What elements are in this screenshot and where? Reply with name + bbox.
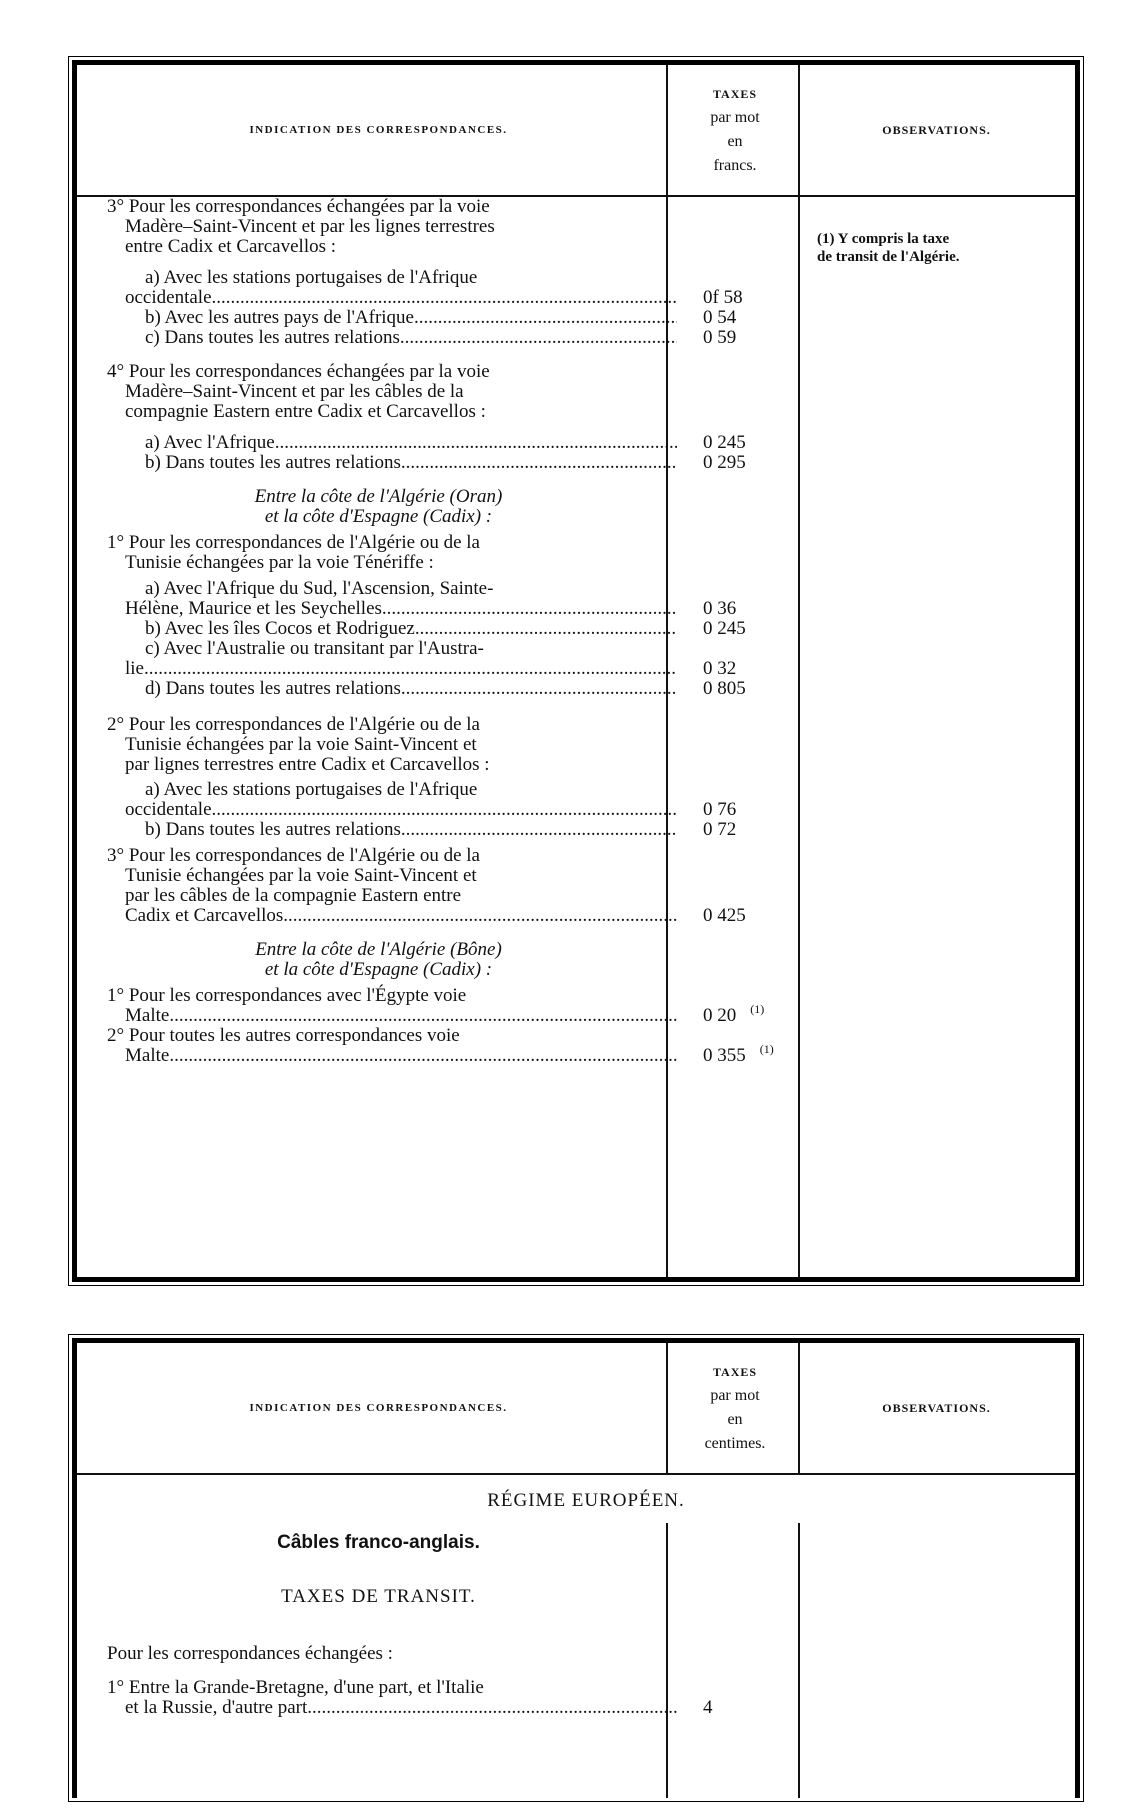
- table-row: [77, 904, 1077, 928]
- table-row: [77, 1642, 1077, 1666]
- row-text: a) Avec l'Afrique du Sud, l'Ascension, Sainte-: [145, 578, 494, 599]
- header-observations: OBSERVATIONS.: [882, 1400, 991, 1415]
- header-taxes-line1: TAXES: [712, 87, 758, 101]
- footnote-marker: (1): [759, 1042, 774, 1056]
- dot-leader: [401, 451, 677, 475]
- table-row: [77, 235, 1077, 259]
- row-text: et la côte d'Espagne (Cadix) :: [264, 506, 493, 527]
- regime-row: [77, 1489, 1077, 1513]
- tax-amount: 0 59: [703, 327, 737, 348]
- header-taxes: [674, 1343, 796, 1473]
- header-taxes-line4: centimes.: [704, 1435, 766, 1452]
- tax-amount: 0 355: [703, 1045, 746, 1066]
- row-text: [125, 904, 677, 928]
- footnote-marker: (1): [750, 1002, 765, 1016]
- table-row: [77, 1696, 1077, 1720]
- tax-amount: 0 36: [703, 598, 737, 619]
- dot-leader: [401, 677, 677, 701]
- dot-leader: [400, 326, 677, 350]
- row-label: Malte: [125, 1045, 170, 1066]
- tax-amount: 0 76: [703, 799, 737, 820]
- table-row: [77, 1044, 1077, 1068]
- table-header: [77, 65, 1075, 197]
- row-text: [145, 451, 677, 475]
- tax-amount: 0 32: [703, 658, 737, 679]
- dot-leader: [401, 818, 677, 842]
- row-text: [125, 1044, 677, 1068]
- tax-amount: 0 425: [703, 905, 746, 926]
- dot-leader: [169, 1044, 677, 1068]
- row-text: 3° Pour les correspondances échangées par la voie: [107, 196, 490, 217]
- row-text: [125, 1696, 677, 1720]
- row-label: c) Dans toutes les autres relations: [145, 327, 400, 348]
- observation-line: (1) Y compris la taxe: [817, 231, 950, 247]
- row-text: Madère–Saint-Vincent et par les câbles de la: [125, 381, 464, 402]
- tax-value: [703, 1696, 803, 1720]
- row-text: et la côte d'Espagne (Cadix) :: [264, 959, 493, 980]
- row-text: Pour les correspondances échangées :: [107, 1643, 393, 1664]
- table-row: [77, 753, 1077, 777]
- row-label: Malte: [125, 1005, 170, 1026]
- tax-amount: 4: [703, 1697, 713, 1718]
- tax-amount: 0 805: [703, 678, 746, 699]
- header-taxes: [674, 65, 796, 195]
- table-row: [77, 400, 1077, 424]
- header-taxes-line2: par mot: [710, 1387, 760, 1404]
- tariff-table-centimes: [72, 1338, 1080, 1798]
- row-text: a) Avec les stations portugaises de l'Afrique: [145, 267, 478, 288]
- table-row: [77, 505, 1077, 529]
- row-text: 1° Pour les correspondances avec l'Égypte voie: [107, 985, 467, 1006]
- table-row: [77, 326, 1077, 350]
- header-taxes-line3: en: [727, 133, 743, 150]
- header-taxes-line4: francs.: [713, 157, 757, 174]
- table-row: [77, 818, 1077, 842]
- row-text: entre Cadix et Carcavellos :: [125, 236, 337, 257]
- header-observations: OBSERVATIONS.: [882, 122, 991, 137]
- tax-amount: 0 72: [703, 819, 737, 840]
- header-taxes-line2: par mot: [710, 109, 760, 126]
- tax-amount: 0 245: [703, 432, 746, 453]
- header-taxes-line3: en: [727, 1411, 743, 1428]
- dot-leader: [283, 904, 677, 928]
- table-row: [77, 677, 1077, 701]
- header-indication: INDICATION DES CORRESPONDANCES.: [249, 124, 508, 136]
- observation-line: de transit de l'Algérie.: [817, 249, 960, 265]
- tax-amount: 0f 58: [703, 287, 743, 308]
- tax-value: [703, 1044, 803, 1069]
- header-indication: INDICATION DES CORRESPONDANCES.: [249, 1402, 508, 1414]
- row-text: 1° Entre la Grande-Bretagne, d'une part, et l'Italie: [107, 1677, 484, 1698]
- row-label: et la Russie, d'autre part: [125, 1697, 308, 1718]
- row-text: [145, 326, 677, 350]
- row-text: Entre la côte de l'Algérie (Oran): [254, 486, 503, 507]
- transit-row: [77, 1585, 1077, 1609]
- tax-value: [703, 326, 803, 350]
- tax-value: [703, 904, 803, 928]
- table-header: [77, 1343, 1075, 1475]
- row-label: lie: [125, 658, 144, 679]
- row-label: occidentale: [125, 799, 212, 820]
- tax-amount: 0 295: [703, 452, 746, 473]
- row-text: Tunisie échangées par la voie Saint-Vincent et: [125, 734, 477, 755]
- tax-amount: 0 20: [703, 1005, 737, 1026]
- row-text: Tunisie échangées par la voie Ténériffe :: [125, 552, 434, 573]
- row-text: [145, 818, 677, 842]
- header-taxes-line1: TAXES: [712, 1365, 758, 1379]
- transit-heading: TAXES DE TRANSIT.: [281, 1586, 476, 1607]
- row-text: par les câbles de la compagnie Eastern entre: [125, 885, 462, 906]
- row-text: 3° Pour les correspondances de l'Algérie ou de la: [107, 845, 480, 866]
- dot-leader: [307, 1696, 677, 1720]
- row-label: b) Avec les îles Cocos et Rodriguez: [145, 618, 415, 639]
- row-text: [145, 677, 677, 701]
- cables-row: [77, 1531, 1077, 1555]
- row-label: Cadix et Carcavellos: [125, 905, 284, 926]
- row-label: occidentale: [125, 287, 212, 308]
- tax-amount: 0 54: [703, 307, 737, 328]
- row-text: Tunisie échangées par la voie Saint-Vincent et: [125, 865, 477, 886]
- tax-value: [703, 451, 803, 475]
- cables-heading: Câbles franco-anglais.: [277, 1532, 480, 1553]
- row-text: 1° Pour les correspondances de l'Algérie ou de la: [107, 532, 480, 553]
- regime-heading: RÉGIME EUROPÉEN.: [487, 1490, 685, 1511]
- table-row: [77, 551, 1077, 575]
- row-text: 2° Pour toutes les autres correspondances voie: [107, 1025, 460, 1046]
- tax-value: [703, 818, 803, 842]
- row-label: a) Avec l'Afrique: [145, 432, 275, 453]
- row-text: 4° Pour les correspondances échangées par la voie: [107, 361, 490, 382]
- tax-amount: 0 245: [703, 618, 746, 639]
- row-label: b) Avec les autres pays de l'Afrique: [145, 307, 414, 328]
- table-row: [77, 958, 1077, 982]
- row-text: par lignes terrestres entre Cadix et Carcavellos :: [125, 754, 490, 775]
- row-text: c) Avec l'Australie ou transitant par l'Austra-: [145, 638, 484, 659]
- table-row: [77, 451, 1077, 475]
- row-text: Madère–Saint-Vincent et par les lignes terrestres: [125, 216, 495, 237]
- row-text: compagnie Eastern entre Cadix et Carcavellos :: [125, 401, 486, 422]
- row-label: b) Dans toutes les autres relations: [145, 452, 401, 473]
- row-label: d) Dans toutes les autres relations: [145, 678, 401, 699]
- row-text: 2° Pour les correspondances de l'Algérie ou de la: [107, 714, 480, 735]
- row-label: Hélène, Maurice et les Seychelles: [125, 598, 382, 619]
- row-text: Entre la côte de l'Algérie (Bône): [255, 939, 502, 960]
- tariff-table-francs: [72, 60, 1080, 1282]
- tax-value: [703, 677, 803, 701]
- row-label: b) Dans toutes les autres relations: [145, 819, 401, 840]
- row-text: a) Avec les stations portugaises de l'Afrique: [145, 779, 478, 800]
